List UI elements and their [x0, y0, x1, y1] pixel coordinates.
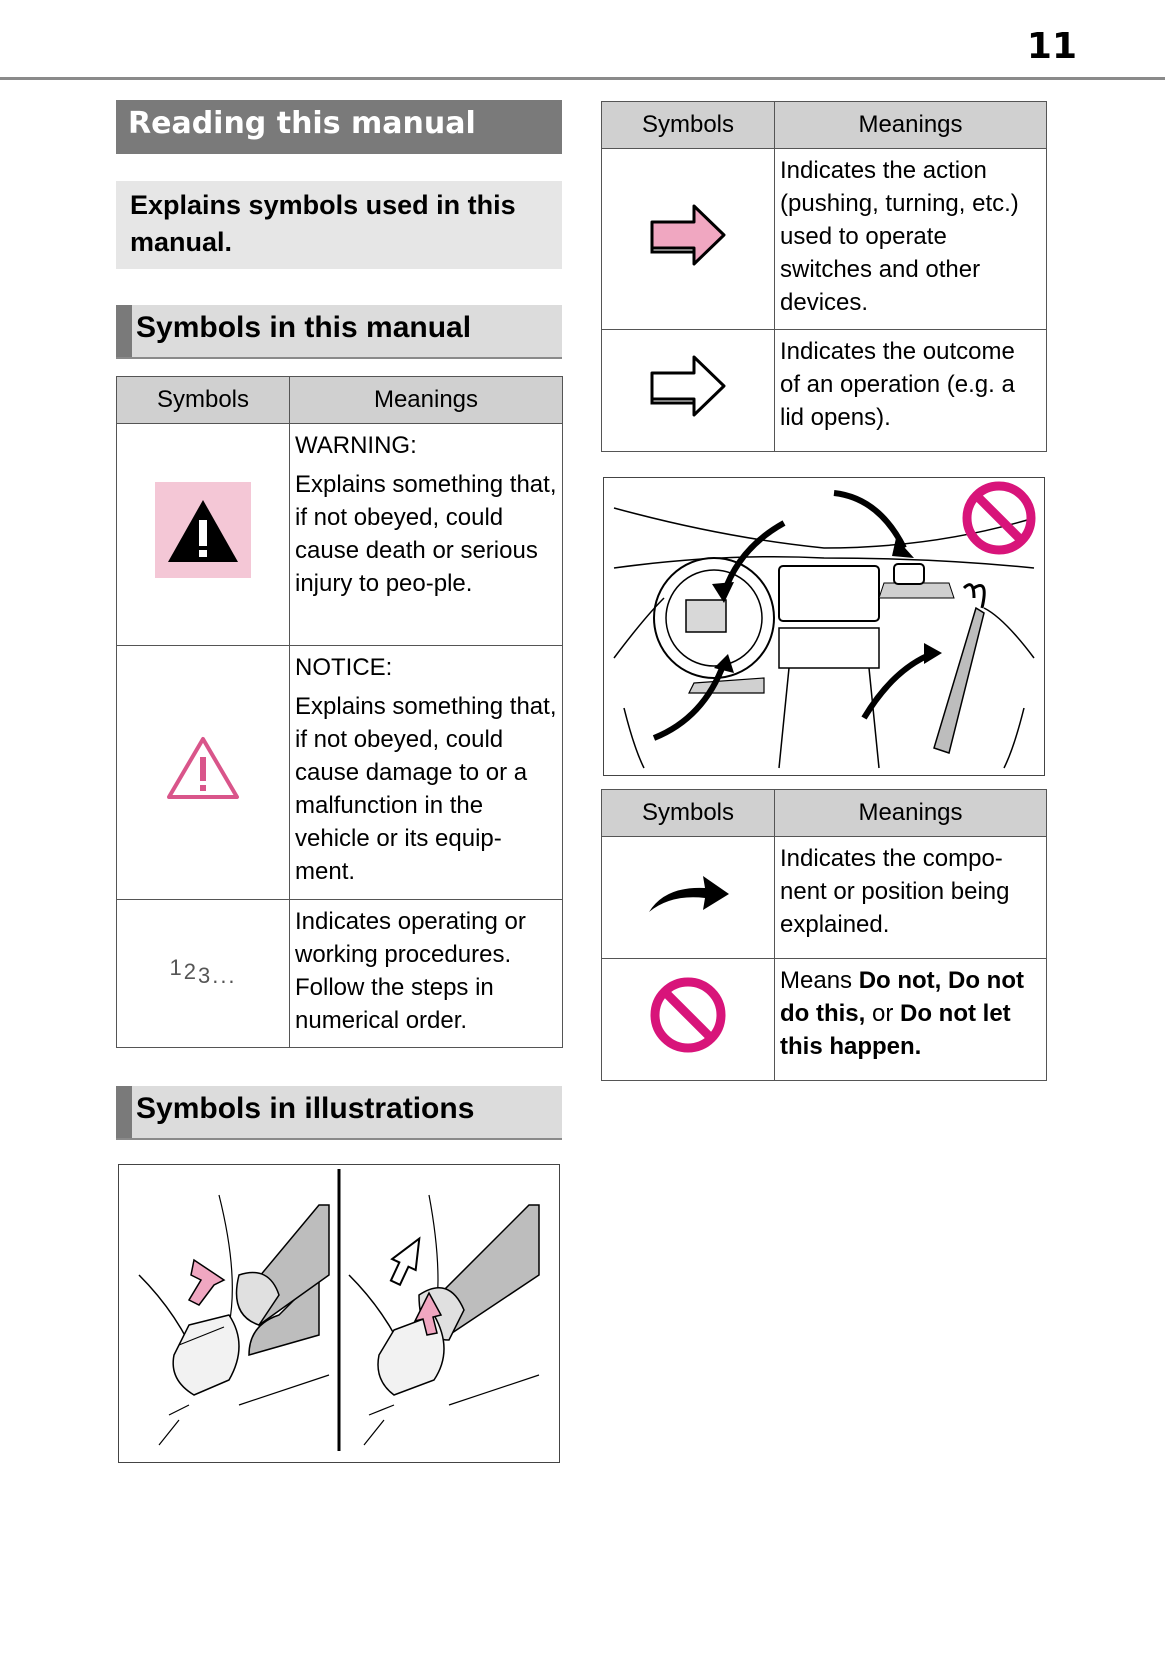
meaning-cell	[290, 900, 563, 1048]
action-arrow-text: Indicates the action (pushing, turning, etc.) used to operate switches and other devices.	[780, 157, 1019, 316]
section-bar	[116, 1086, 132, 1138]
section-bar	[116, 305, 132, 357]
meaning-cell	[775, 149, 1047, 330]
step-numbers-icon: 123...	[169, 955, 237, 988]
col-header-symbols: Symbols	[602, 790, 775, 837]
table-header-row	[602, 102, 1047, 149]
prohibit-text-1: Means	[780, 967, 859, 994]
section-title: Symbols in illustrations	[136, 1092, 475, 1125]
prohibit-bold-2: Do not let this happen.	[780, 1000, 1011, 1060]
meaning-cell	[290, 646, 563, 900]
prohibited-icon	[648, 975, 728, 1055]
table-header-row	[117, 377, 563, 424]
illustration-symbols-table	[601, 101, 1047, 452]
section-heading-manual-symbols	[116, 305, 562, 359]
table-row	[602, 837, 1047, 959]
meaning-cell	[775, 330, 1047, 452]
symbols-table	[116, 376, 563, 1048]
col-header-meanings: Meanings	[775, 790, 1047, 837]
col-header-symbols: Symbols	[602, 102, 775, 149]
action-arrow-icon	[648, 202, 728, 268]
symbol-cell	[602, 837, 775, 959]
col-header-symbols: Symbols	[117, 377, 290, 424]
notice-label: NOTICE:	[295, 654, 393, 681]
seatbelt-buckle-image	[119, 1165, 559, 1462]
table-row	[117, 646, 563, 900]
notice-text: Explains something that, if not obeyed, could cause damage to or a malfunction in the vehicle or its equip-ment.	[295, 693, 557, 885]
page-number: 11	[1026, 26, 1077, 67]
symbol-cell	[117, 900, 290, 1048]
symbol-cell	[602, 330, 775, 452]
vehicle-interior-image	[604, 478, 1044, 775]
col-header-meanings: Meanings	[290, 377, 563, 424]
table-row	[117, 424, 563, 646]
col-header-meanings: Meanings	[775, 102, 1047, 149]
steps-text: Indicates operating or working procedures. Follow the steps in numerical order.	[295, 908, 526, 1034]
intro-text: Explains symbols used in this manual.	[116, 181, 562, 269]
symbol-cell	[602, 149, 775, 330]
meaning-cell	[775, 959, 1047, 1081]
symbol-cell	[117, 646, 290, 900]
meaning-cell	[775, 837, 1047, 959]
symbol-cell	[117, 424, 290, 646]
dashboard-illustration	[603, 477, 1045, 776]
page-title: Reading this manual	[116, 100, 562, 154]
table-row	[602, 330, 1047, 452]
table-header-row	[602, 790, 1047, 837]
warning-text: Explains something that, if not obeyed, could cause death or serious injury to peo-ple.	[295, 471, 557, 597]
table-row	[602, 959, 1047, 1081]
prohibit-bold-1: Do not, Do not do this,	[780, 967, 1024, 1027]
section-heading-illustration-symbols	[116, 1086, 562, 1140]
header-rule	[0, 77, 1165, 80]
pointer-arrow-text: Indicates the compo-nent or position being explained.	[780, 845, 1010, 938]
symbol-cell	[602, 959, 775, 1081]
illustration-symbols-table-2	[601, 789, 1047, 1081]
outcome-arrow-icon	[648, 353, 728, 419]
table-row	[602, 149, 1047, 330]
outcome-arrow-text: Indicates the outcome of an operation (e.g. a lid opens).	[780, 338, 1015, 431]
notice-icon	[165, 735, 241, 801]
meaning-cell	[290, 424, 563, 646]
table-row	[117, 900, 563, 1048]
prohibit-text-2: or	[865, 1000, 901, 1027]
warning-icon	[155, 482, 251, 578]
seatbelt-illustration	[118, 1164, 560, 1463]
warning-label: WARNING:	[295, 432, 417, 459]
section-title: Symbols in this manual	[136, 311, 472, 344]
pointer-arrow-icon	[645, 866, 731, 920]
